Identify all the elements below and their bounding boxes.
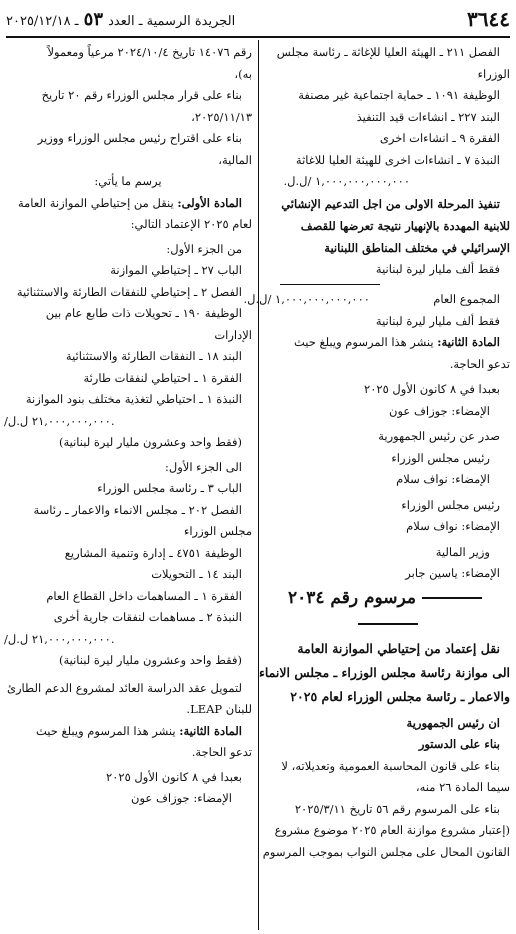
purpose-line: لتمويل عقد الدراسة العائد لمشروع الدعم الطارئ: [6, 680, 242, 695]
to-amount: /٢١,٠٠٠,٠٠٠,٠٠٠ ل.ل.: [4, 631, 115, 646]
article-text: لعام ٢٠٢٥ الإعتماد التالي:: [130, 217, 252, 231]
decree-title: [266, 585, 510, 637]
amount-line: ١,٠٠٠,٠٠٠,٠٠٠,٠٠٠ /ل.ل.: [283, 174, 410, 188]
budget-line: الوظيفة ١٩٠ ـ تحويلات ذات طابع عام بين: [45, 306, 242, 320]
decree-subject-line: والاعمار ـ رئاسة مجلس الوزراء لعام ٢٠٢٥: [290, 688, 510, 704]
bold-title-line: للابنية المهددة بالإنهيار نتيجة تعرضها للقصف: [300, 218, 510, 233]
pm-title: رئيس مجلس الوزراء: [391, 450, 490, 465]
article-text: تدعو الحاجة.: [449, 356, 510, 371]
budget-line: النبذة ٢ ـ مساهمات لنفقات جارية أخرى: [53, 610, 242, 624]
recital-line: رقم ١٤٠٧٦ تاريخ ٢٠٢٤/١٠/٤ مرعياً ومعمولاً: [47, 45, 252, 59]
to-words: (فقط واحد وعشرون مليار ليرة لبنانية): [58, 653, 242, 667]
date-line: بعبدا في ٨ كانون الأول ٢٠٢٥: [364, 382, 500, 396]
text-line: الوظيفة ١٠٩١ ـ حماية اجتماعية غير مصنفة: [298, 88, 500, 102]
total-line: [243, 289, 510, 311]
constitution-line: بناء على الدستور: [418, 737, 500, 751]
decree-number: مرسوم رقم ٢٠٣٤: [287, 587, 417, 608]
budget-line: الفقرة ١ ـ المساهمات داخل القطاع العام: [46, 588, 242, 603]
header-title-group: [6, 9, 235, 30]
article-one: [4, 193, 252, 215]
budget-line: النبذة ١ ـ احتياطي لتغذية مختلف بنود الموازنة: [25, 392, 242, 406]
budget-line: الفقرة ١ ـ احتياطي لنفقات طارئة: [83, 370, 242, 385]
budget-line: مجلس الوزراء: [183, 524, 252, 538]
article-label: المادة الثانية:: [437, 335, 500, 349]
bold-title-line: تنفيذ المرحلة الاولى من اجل التدعيم الإنشائي: [281, 196, 500, 211]
column-separator: [258, 40, 259, 930]
article-text: ينقل من إحتياطي الموازنة العامة: [17, 195, 174, 210]
issue-number: ٥٣: [83, 8, 104, 30]
amount-words: فقط ألف مليار ليرة لبنانية: [375, 261, 500, 276]
page-header: [6, 4, 510, 34]
from-words: (فقط واحد وعشرون مليار ليرة لبنانية): [58, 435, 242, 449]
issue-date: ـ ٢٠٢٥/١٢/١٨: [6, 13, 79, 29]
decree-subject-line: الى موازنة رئاسة مجلس الوزراء ـ مجلس الانماء: [258, 664, 510, 680]
bold-title-line: الإسرائيلي في مختلف المناطق اللبنانية: [324, 240, 510, 255]
signature-line: الإمضاء: جوزاف عون: [389, 403, 490, 418]
header-rule: [6, 36, 510, 38]
signature-line: الإمضاء: ياسين جابر: [405, 566, 500, 580]
decrees-line: يرسم ما يأتي:: [94, 174, 162, 188]
recital-line: القانون المحال على مجلس النواب بموجب المرسوم: [262, 844, 510, 859]
page-number: ٣٦٤٤: [467, 7, 510, 31]
total-value: ١,٠٠٠,٠٠٠,٠٠٠,٠٠٠ /ل.ل.: [243, 292, 370, 306]
text-line: البند ٢٢٧ ـ انشاءات قيد التنفيذ: [356, 109, 500, 124]
date-line: بعبدا في ٨ كانون الأول ٢٠٢٥: [106, 769, 242, 784]
recital-line: بناء على اقتراح رئيس مجلس الوزراء ووزير: [37, 131, 242, 145]
budget-line: الباب ٣ ـ رئاسة مجلس الوزراء: [97, 481, 242, 495]
issued-from: صدر عن رئيس الجمهورية: [378, 429, 500, 443]
signature-line: الإمضاء: نواف سلام: [406, 519, 500, 533]
article-text: تدعو الحاجة.: [191, 745, 252, 759]
recital-line: (إعتبار مشروع موازنة العام ٢٠٢٥ موضوع مشروع: [274, 823, 510, 837]
finance-title: وزير المالية: [435, 544, 490, 559]
recital-line: ٢٠٢٥/١١/١٣،: [191, 109, 252, 124]
title-rule: [422, 597, 482, 599]
signature-line: الإمضاء: نواف سلام: [396, 472, 490, 486]
budget-line: البند ١٨ ـ النفقات الطارئة والاستثنائية: [65, 349, 242, 363]
total-rule: [280, 284, 380, 285]
president-line: ان رئيس الجمهورية: [406, 715, 500, 730]
amount-words: فقط ألف مليار ليرة لبنانية: [375, 313, 500, 328]
signature-line: الإمضاء: جوزاف عون: [131, 791, 232, 805]
recital-line: المالية،: [218, 152, 252, 167]
budget-line: البند ١٤ ـ التحويلات: [151, 567, 242, 581]
total-label: المجموع العام: [433, 292, 500, 306]
pm-title: رئيس مجلس الوزراء: [401, 497, 500, 512]
title-rule: [358, 623, 418, 625]
recital-line: بناء على قرار مجلس الوزراء رقم ٢٠ تاريخ: [41, 88, 242, 102]
text-line: الوزراء: [477, 66, 510, 81]
budget-line: الفصل ٢٠٢ ـ مجلس الانماء والاعمار ـ رئاسة: [33, 502, 242, 517]
left-column: [4, 42, 252, 810]
article-text: ينشر هذا المرسوم ويبلغ حيث: [293, 335, 434, 349]
from-part: من الجزء الأول:: [166, 241, 242, 256]
article-two: [4, 721, 252, 743]
budget-line: الفصل ٢ ـ إحتياطي للنفقات الطارئة والاستثنائية: [16, 284, 242, 299]
article-text: ينشر هذا المرسوم ويبلغ حيث: [35, 723, 176, 738]
budget-line: الإدارات: [214, 327, 252, 342]
text-line: الفقرة ٩ ـ انشاءات اخرى: [379, 131, 500, 145]
from-amount: /٢١,٠٠٠,٠٠٠,٠٠٠ ل.ل.: [4, 413, 115, 428]
recital-line: بناء على المرسوم رقم ٥٦ تاريخ ٢٠٢٥/٣/١١: [294, 801, 500, 816]
decree-subject-line: نقل إعتماد من إحتياطي الموازنة العامة: [297, 640, 500, 656]
gazette-title: الجريدة الرسمية ـ العدد: [108, 13, 236, 29]
recital-line: بناء على قانون المحاسبة العمومية وتعديلاته، لا: [281, 758, 500, 773]
recital-line: سيما المادة ٢٦ منه،: [415, 780, 510, 794]
purpose-line: للبنان LEAP.: [186, 702, 252, 716]
budget-line: الوظيفة ٤٧٥١ ـ إدارة وتنمية المشاريع: [64, 545, 242, 560]
article-label: المادة الأولى:: [177, 195, 242, 210]
to-part: الى الجزء الأول:: [164, 459, 242, 474]
text-line: الفصل ٢١١ ـ الهيئة العليا للإغاثة ـ رئاسة مجلس: [276, 45, 500, 59]
text-line: النبذة ٧ ـ انشاءات اخرى للهيئة العليا للاغاثة: [295, 152, 500, 167]
budget-line: الباب ٢٧ ـ إحتياطي الموازنة: [110, 263, 242, 277]
recital-line: به)،: [234, 66, 252, 81]
article-two: [266, 332, 510, 354]
article-label: المادة الثانية:: [179, 723, 242, 738]
